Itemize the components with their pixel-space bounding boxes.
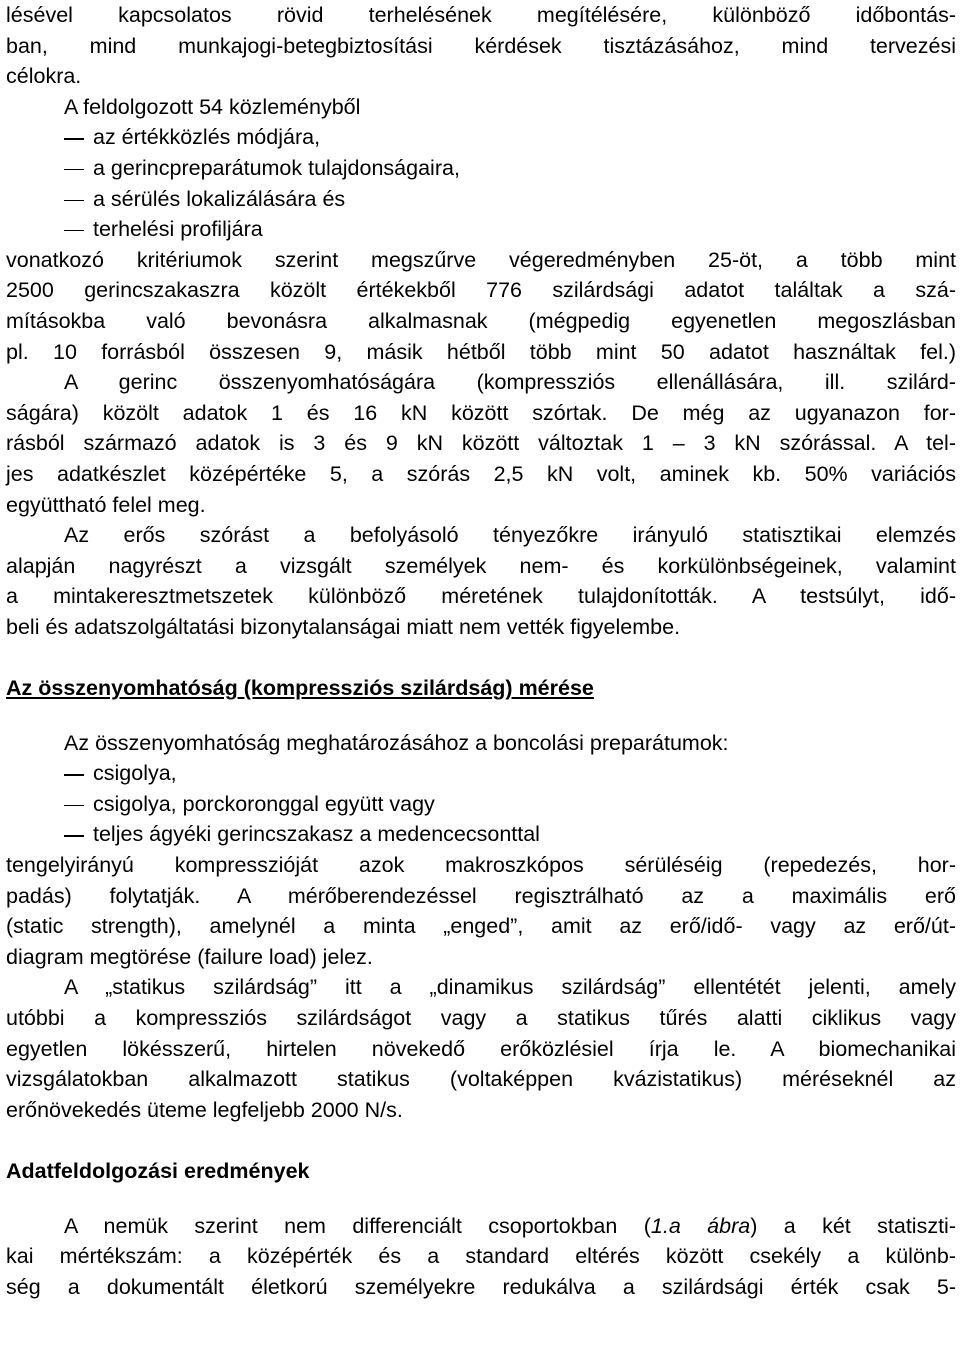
text-line: 2500 gerincszakaszra közölt értékekből 776 szilárdsági adatot találtak a szá-	[6, 278, 956, 303]
text-line: jes adatkészlet középértéke 5, a szórás 2,5 kN volt, aminek kb. 50% variációs	[6, 461, 956, 486]
list-item: a gerincpreparátumok tulajdonságaira,	[6, 153, 956, 184]
text-line: kai mértékszám: a középérték és a standard eltérés között csekély a különb-	[6, 1244, 956, 1269]
text-line: A nemük szerint nem differenciált csoportokban (1.a ábra) a két statiszti-	[64, 1213, 956, 1238]
text-line: diagram megtörése (failure load) jelez.	[6, 944, 373, 969]
text-line: egyetlen lökésszerű, hirtelen növekedő erőközlésiel írja le. A biomechanikai	[6, 1036, 956, 1061]
list-item: terhelési profiljára	[6, 214, 956, 245]
list-item: csigolya,	[6, 758, 956, 789]
list-item: az értékközlés módjára,	[6, 122, 956, 153]
section-heading: Az összenyomhatóság (kompressziós szilárdság) mérése	[6, 676, 594, 701]
text-line: (static strength), amelynél a minta „enged”, amit az erő/idő- vagy az erő/út-	[6, 914, 956, 939]
text-line: alapján nagyrészt a vizsgált személyek nem- és korkülönbségeinek, valamint	[6, 553, 956, 578]
text-line: utóbbi a kompressziós szilárdságot vagy a statikus tűrés alatti ciklikus vagy	[6, 1006, 956, 1030]
text-line: pl. 10 forrásból összesen 9, másik hétből több mint 50 adatot használtak fel.)	[6, 339, 956, 364]
text-line: ség a dokumentált életkorú személyekre redukálva a szilárdsági érték csak 5-	[6, 1274, 956, 1299]
list-item: teljes ágyéki gerincszakasz a medencecsonttal	[6, 819, 956, 850]
text-line: ságára) közölt adatok 1 és 16 kN között szórtak. De még az ugyanazon for-	[6, 400, 956, 425]
text-line: tengelyirányú kompresszióját azok makroszkópos sérüléséig (repedezés, hor-	[6, 853, 956, 878]
text-line: ban, mind munkajogi-betegbiztosítási kérdések tisztázásához, mind tervezési	[6, 33, 956, 58]
text-line: vizsgálatokban alkalmazott statikus (voltaképpen kvázistatikus) méréseknél az	[6, 1067, 956, 1092]
text-line: Az erős szórást a befolyásoló tényezőkre irányuló statisztikai elemzés	[64, 523, 956, 548]
figure-reference: 1.a ábra	[650, 1213, 751, 1238]
text-run: a két statiszti-	[757, 1213, 956, 1238]
spacer	[6, 1187, 956, 1211]
document-page	[6, 0, 956, 1302]
text-line: erőnövekedés üteme legfeljebb 2000 N/s.	[6, 1097, 403, 1122]
text-run: A nemük szerint nem differenciált csoportokban	[64, 1213, 644, 1238]
text-line: rásból származó adatok is 3 és 9 kN között változtak 1 – 3 kN szórással. A tel-	[6, 431, 956, 456]
spacer	[6, 704, 956, 728]
text-line: A „statikus szilárdság” itt a „dinamikus szilárdság” ellentétét jelenti, amely	[64, 975, 956, 1000]
text-line: együttható felel meg.	[6, 492, 206, 517]
text-line: Az összenyomhatóság meghatározásához a boncolási preparátumok:	[64, 730, 729, 755]
text-line: lésével kapcsolatos rövid terhelésének megítélésére, különböző időbontás-	[6, 3, 956, 27]
text-line: a mintakeresztmetszetek különböző méretének tulajdonították. A testsúlyt, idő-	[6, 584, 956, 609]
spacer	[6, 1125, 956, 1156]
text-line: padás) folytatják. A mérőberendezéssel regisztrálható az a maximális erő	[6, 883, 956, 908]
section-heading: Adatfeldolgozási eredmények	[6, 1158, 310, 1183]
spacer	[6, 642, 956, 673]
text-line: mításokba való bevonásra alkalmasnak (mégpedig egyenetlen megoszlásban	[6, 308, 956, 333]
text-line: beli és adatszolgáltatási bizonytalanságai miatt nem vették figyelembe.	[6, 614, 681, 639]
text-line: célokra.	[6, 64, 82, 89]
text-line: A feldolgozott 54 közleményből	[64, 94, 361, 119]
list-item: a sérülés lokalizálására és	[6, 184, 956, 215]
text-line: A gerinc összenyomhatóságára (kompressziós ellenállására, ill. szilárd-	[64, 370, 956, 395]
text-line: vonatkozó kritériumok szerint megszűrve végeredményben 25-öt, a több mint	[6, 247, 956, 272]
list-item: csigolya, porckoronggal együtt vagy	[6, 789, 956, 820]
